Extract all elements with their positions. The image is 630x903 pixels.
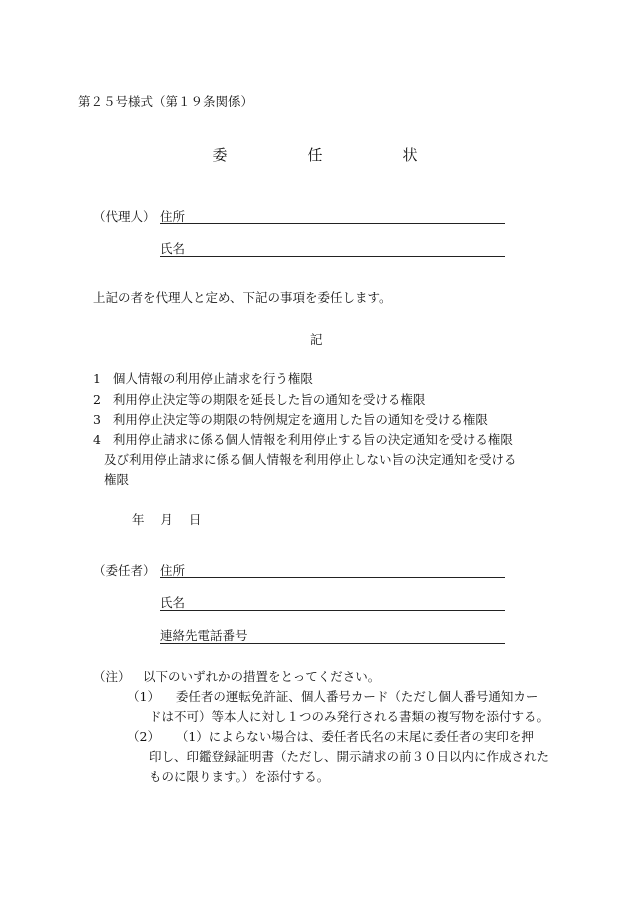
note-item-text: 委任者の運転免許証、個人番号カード（ただし個人番号通知カー: [175, 689, 539, 704]
item-text: 利用停止請求に係る個人情報を利用停止する旨の決定通知を受ける権限: [112, 432, 513, 447]
title-char-1: 委: [212, 146, 228, 164]
agent-role-label: （代理人）: [93, 209, 156, 224]
form-number: 第２５号様式（第１９条関係）: [78, 94, 254, 109]
title-char-3: 状: [402, 146, 418, 164]
title-char-2: 任: [307, 146, 323, 164]
note-label: （注）: [93, 669, 131, 684]
note-item-number: （1）: [127, 689, 160, 704]
agent-address-line[interactable]: [160, 223, 505, 224]
item-number: 2: [93, 392, 101, 407]
document-title: [0, 148, 630, 163]
date-year: 年: [132, 512, 145, 527]
agent-name-line[interactable]: [160, 256, 505, 257]
note-item-continuation: ものに限ります。）を添付する。: [149, 769, 330, 784]
delegation-statement: 上記の者を代理人と定め、下記の事項を委任します。: [93, 290, 392, 305]
item-number: 1: [93, 371, 101, 386]
note-item: [127, 691, 538, 704]
date-month: 月: [160, 512, 173, 527]
item-4-continuation-2: 権限: [104, 472, 130, 487]
note-item-text: （1）によらない場合は、委任者氏名の末尾に委任者の実印を押: [175, 729, 534, 744]
list-item: [93, 434, 513, 447]
principal-phone-label: 連絡先電話番号: [160, 628, 248, 643]
principal-name-label: 氏名: [160, 595, 186, 610]
note-item: [127, 731, 534, 744]
note-item-continuation: 印し、印鑑登録証明書（ただし、開示請求の前３０日以内に作成された: [149, 749, 550, 764]
item-number: 3: [93, 412, 101, 427]
list-item: [93, 373, 313, 386]
agent-address-label: 住所: [160, 209, 186, 224]
note-item-continuation: ドは不可）等本人に対し１つのみ発行される書類の複写物を添付する。: [149, 709, 550, 724]
note-item-number: （2）: [127, 729, 160, 744]
item-text: 個人情報の利用停止請求を行う権限: [112, 371, 313, 386]
agent-name-label: 氏名: [160, 241, 186, 256]
principal-address-label: 住所: [160, 563, 186, 578]
principal-address-line[interactable]: [160, 577, 505, 578]
item-text: 利用停止決定等の期限の特例規定を適用した旨の通知を受ける権限: [112, 412, 488, 427]
date-line: [132, 514, 201, 527]
principal-name-line[interactable]: [160, 610, 505, 611]
principal-phone-line[interactable]: [160, 643, 505, 644]
item-text: 利用停止決定等の期限を延長した旨の通知を受ける権限: [112, 392, 426, 407]
list-item: [93, 414, 488, 427]
principal-role-label: （委任者）: [93, 563, 156, 578]
item-4-continuation-1: 及び利用停止請求に係る個人情報を利用停止しない旨の決定通知を受ける: [104, 452, 517, 467]
list-item: [93, 394, 425, 407]
note-intro: 以下のいずれかの措置をとってください。: [143, 669, 381, 684]
ki-marker: 記: [310, 332, 323, 347]
date-day: 日: [188, 512, 202, 527]
item-number: 4: [93, 432, 101, 447]
